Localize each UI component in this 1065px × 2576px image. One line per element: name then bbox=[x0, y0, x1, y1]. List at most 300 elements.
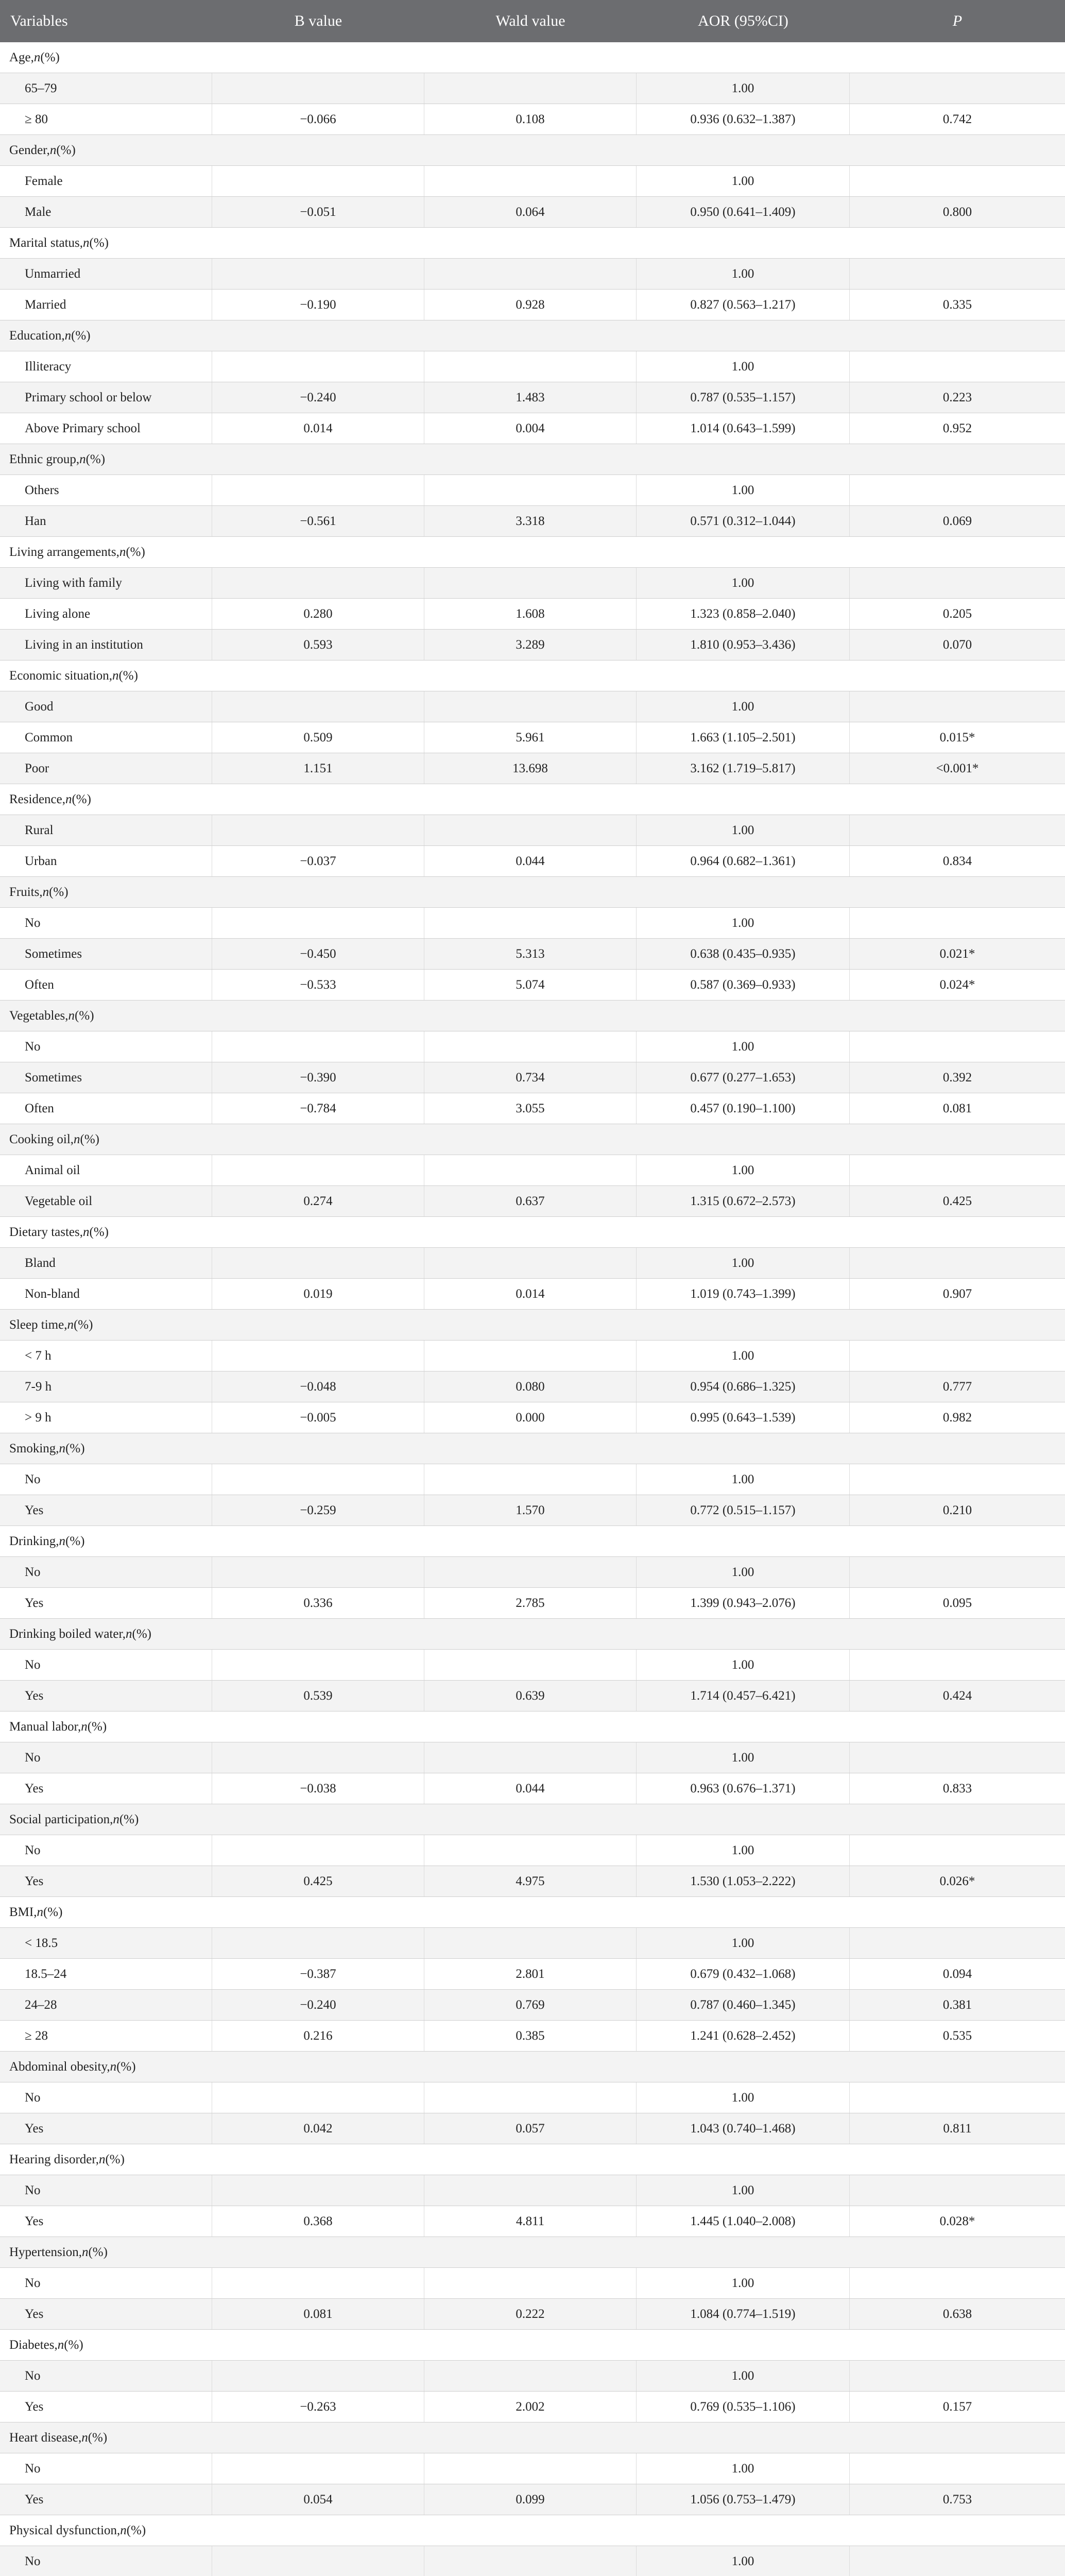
table-row bbox=[0, 815, 1065, 846]
row-label: Living in an institution bbox=[0, 630, 212, 660]
group-percent: (%) bbox=[56, 143, 76, 157]
p-value-cell: 0.335 bbox=[942, 297, 972, 312]
p-value-cell bbox=[850, 166, 1065, 196]
b-value-cell: −0.533 bbox=[212, 970, 424, 1000]
row-label: Unmarried bbox=[0, 259, 212, 289]
group-label bbox=[0, 1619, 1065, 1649]
b-value-cell bbox=[212, 1557, 424, 1587]
group-row bbox=[0, 2422, 1065, 2453]
wald-value-cell: 0.044 bbox=[424, 1773, 637, 1804]
group-label bbox=[0, 2515, 1065, 2546]
b-value-cell bbox=[212, 1341, 424, 1371]
row-label: Good bbox=[0, 691, 212, 722]
table-row bbox=[0, 2484, 1065, 2515]
group-n-symbol: n bbox=[37, 1905, 43, 1919]
p-value-cell bbox=[850, 2175, 1065, 2206]
wald-value-cell: 0.044 bbox=[424, 846, 637, 876]
row-label: Sometimes bbox=[0, 1062, 212, 1093]
table-row bbox=[0, 1557, 1065, 1588]
b-value-cell bbox=[212, 475, 424, 505]
p-value-cell: 0.094 bbox=[942, 1967, 972, 1981]
wald-value-cell: 0.734 bbox=[424, 1062, 637, 1093]
p-value-cell: 0.015* bbox=[939, 730, 975, 744]
table-row bbox=[0, 1742, 1065, 1773]
aor-cell: 0.677 (0.277–1.653) bbox=[637, 1062, 850, 1093]
row-label: Living with family bbox=[0, 568, 212, 598]
group-row bbox=[0, 2330, 1065, 2361]
b-value-cell: 0.216 bbox=[212, 2021, 424, 2051]
p-value-cell bbox=[850, 1248, 1065, 1278]
b-value-cell bbox=[212, 1155, 424, 1185]
group-label bbox=[0, 1124, 1065, 1155]
group-row bbox=[0, 1711, 1065, 1742]
group-name: BMI, bbox=[9, 1905, 37, 1919]
group-label bbox=[0, 1001, 1065, 1031]
group-row bbox=[0, 1001, 1065, 1031]
group-n-symbol: n bbox=[119, 545, 126, 559]
group-name: Fruits, bbox=[9, 885, 43, 899]
group-percent: (%) bbox=[43, 1905, 63, 1919]
table-row bbox=[0, 1031, 1065, 1062]
group-label bbox=[0, 444, 1065, 474]
aor-cell: 1.00 bbox=[637, 1557, 850, 1587]
row-label: 24–28 bbox=[0, 1990, 212, 2020]
aor-cell: 1.00 bbox=[637, 1928, 850, 1958]
row-label: Yes bbox=[0, 2484, 212, 2515]
aor-cell: 1.00 bbox=[637, 475, 850, 505]
table-row bbox=[0, 568, 1065, 599]
group-label bbox=[0, 1526, 1065, 1556]
group-percent: (%) bbox=[105, 2152, 125, 2166]
p-value-cell: 0.210 bbox=[942, 1503, 972, 1517]
group-n-symbol: n bbox=[83, 235, 90, 250]
b-value-cell bbox=[212, 2546, 424, 2576]
group-label bbox=[0, 320, 1065, 351]
group-name: Drinking boiled water, bbox=[9, 1626, 126, 1641]
group-n-symbol: n bbox=[59, 1534, 66, 1548]
group-name: Hypertension, bbox=[9, 2245, 82, 2259]
aor-cell: 1.00 bbox=[637, 691, 850, 722]
table-row bbox=[0, 259, 1065, 290]
row-label: Others bbox=[0, 475, 212, 505]
p-value-cell bbox=[850, 2082, 1065, 2113]
p-value-cell: 0.381 bbox=[942, 1997, 972, 2012]
group-row bbox=[0, 660, 1065, 691]
row-label: Yes bbox=[0, 1588, 212, 1618]
b-value-cell bbox=[212, 1248, 424, 1278]
wald-value-cell bbox=[424, 475, 637, 505]
wald-value-cell: 4.811 bbox=[424, 2206, 637, 2236]
b-value-cell: −0.259 bbox=[212, 1495, 424, 1526]
aor-cell: 0.954 (0.686–1.325) bbox=[637, 1371, 850, 1402]
p-value-cell bbox=[850, 1835, 1065, 1866]
table-row bbox=[0, 2361, 1065, 2392]
wald-value-cell: 0.000 bbox=[424, 1402, 637, 1433]
b-value-cell bbox=[212, 1928, 424, 1958]
group-n-symbol: n bbox=[64, 328, 72, 343]
row-label: Yes bbox=[0, 2206, 212, 2236]
table-row bbox=[0, 506, 1065, 537]
group-percent: (%) bbox=[75, 1008, 94, 1023]
p-value-cell bbox=[850, 1341, 1065, 1371]
p-value-cell: 0.021* bbox=[939, 946, 975, 961]
group-label bbox=[0, 1711, 1065, 1742]
table-row bbox=[0, 104, 1065, 135]
group-name: Living arrangements, bbox=[9, 545, 119, 559]
group-percent: (%) bbox=[116, 2059, 136, 2074]
p-value-cell: 0.024* bbox=[939, 977, 975, 992]
group-percent: (%) bbox=[89, 1225, 109, 1239]
aor-cell: 1.00 bbox=[637, 1248, 850, 1278]
header-b-value: B value bbox=[294, 12, 342, 29]
p-value-cell bbox=[850, 351, 1065, 382]
wald-value-cell: 2.801 bbox=[424, 1959, 637, 1989]
aor-cell: 1.00 bbox=[637, 166, 850, 196]
wald-value-cell bbox=[424, 1650, 637, 1680]
row-label: No bbox=[0, 1742, 212, 1773]
group-name: Manual labor, bbox=[9, 1719, 81, 1734]
wald-value-cell bbox=[424, 1928, 637, 1958]
group-row bbox=[0, 2237, 1065, 2268]
table-row bbox=[0, 1093, 1065, 1124]
wald-value-cell: 1.570 bbox=[424, 1495, 637, 1526]
b-value-cell: 0.019 bbox=[212, 1279, 424, 1309]
b-value-cell bbox=[212, 1650, 424, 1680]
row-label: 65–79 bbox=[0, 73, 212, 104]
aor-cell: 1.00 bbox=[637, 259, 850, 289]
row-label: Yes bbox=[0, 1681, 212, 1711]
b-value-cell: 0.336 bbox=[212, 1588, 424, 1618]
row-label: Primary school or below bbox=[0, 382, 212, 413]
b-value-cell: 1.151 bbox=[212, 753, 424, 784]
group-row bbox=[0, 1124, 1065, 1155]
group-row bbox=[0, 1433, 1065, 1464]
p-value-cell: <0.001* bbox=[936, 761, 979, 775]
group-n-symbol: n bbox=[74, 1132, 80, 1146]
row-label: Often bbox=[0, 970, 212, 1000]
wald-value-cell bbox=[424, 1341, 637, 1371]
aor-cell: 1.019 (0.743–1.399) bbox=[637, 1279, 850, 1309]
group-n-symbol: n bbox=[120, 2523, 127, 2537]
b-value-cell bbox=[212, 908, 424, 938]
row-label: No bbox=[0, 1031, 212, 1062]
row-label: Illiteracy bbox=[0, 351, 212, 382]
row-label: < 7 h bbox=[0, 1341, 212, 1371]
group-percent: (%) bbox=[80, 1132, 99, 1146]
header-variables: Variables bbox=[10, 12, 68, 29]
row-label: Female bbox=[0, 166, 212, 196]
b-value-cell: −0.066 bbox=[212, 104, 424, 134]
table-row bbox=[0, 1279, 1065, 1310]
group-n-symbol: n bbox=[49, 143, 57, 157]
b-value-cell: −0.005 bbox=[212, 1402, 424, 1433]
b-value-cell: −0.190 bbox=[212, 290, 424, 320]
p-value-cell bbox=[850, 568, 1065, 598]
aor-cell: 1.00 bbox=[637, 2453, 850, 2484]
group-row bbox=[0, 784, 1065, 815]
p-value-cell bbox=[850, 2361, 1065, 2391]
table-row bbox=[0, 166, 1065, 197]
row-label: No bbox=[0, 2453, 212, 2484]
wald-value-cell: 0.099 bbox=[424, 2484, 637, 2515]
wald-value-cell bbox=[424, 2268, 637, 2298]
row-label: Urban bbox=[0, 846, 212, 876]
group-n-symbol: n bbox=[81, 1719, 88, 1734]
p-value-cell bbox=[850, 691, 1065, 722]
row-label: Married bbox=[0, 290, 212, 320]
group-label bbox=[0, 2144, 1065, 2175]
row-label: ≥ 80 bbox=[0, 104, 212, 134]
row-label: Living alone bbox=[0, 599, 212, 629]
group-percent: (%) bbox=[85, 452, 106, 466]
p-value-cell bbox=[850, 1742, 1065, 1773]
group-name: Age, bbox=[9, 50, 34, 64]
group-n-symbol: n bbox=[83, 1225, 90, 1239]
aor-cell: 1.445 (1.040–2.008) bbox=[637, 2206, 850, 2236]
p-value-cell bbox=[850, 259, 1065, 289]
aor-cell: 0.457 (0.190–1.100) bbox=[637, 1093, 850, 1124]
group-n-symbol: n bbox=[59, 1441, 66, 1455]
wald-value-cell bbox=[424, 73, 637, 104]
group-name: Drinking, bbox=[9, 1534, 59, 1548]
b-value-cell: −0.240 bbox=[212, 1990, 424, 2020]
group-n-symbol: n bbox=[81, 2430, 88, 2445]
p-value-cell bbox=[850, 1031, 1065, 1062]
group-name: Residence, bbox=[9, 792, 65, 806]
p-value-cell: 0.157 bbox=[942, 2399, 972, 2414]
group-row bbox=[0, 2515, 1065, 2546]
p-value-cell bbox=[850, 1928, 1065, 1958]
row-label: 18.5–24 bbox=[0, 1959, 212, 1989]
b-value-cell: 0.280 bbox=[212, 599, 424, 629]
table-row bbox=[0, 1341, 1065, 1371]
wald-value-cell bbox=[424, 1557, 637, 1587]
wald-value-cell: 5.961 bbox=[424, 722, 637, 753]
row-label: Common bbox=[0, 722, 212, 753]
b-value-cell bbox=[212, 568, 424, 598]
group-name: Sleep time, bbox=[9, 1317, 67, 1332]
table-row bbox=[0, 722, 1065, 753]
b-value-cell bbox=[212, 2082, 424, 2113]
table-row bbox=[0, 1681, 1065, 1711]
group-percent: (%) bbox=[65, 1441, 85, 1455]
p-value-cell: 0.425 bbox=[942, 1194, 972, 1208]
row-label: Yes bbox=[0, 2392, 212, 2422]
group-row bbox=[0, 228, 1065, 259]
wald-value-cell bbox=[424, 2361, 637, 2391]
b-value-cell: −0.037 bbox=[212, 846, 424, 876]
table-row bbox=[0, 1835, 1065, 1866]
aor-cell: 1.00 bbox=[637, 2082, 850, 2113]
wald-value-cell: 0.928 bbox=[424, 290, 637, 320]
p-value-cell bbox=[850, 2268, 1065, 2298]
group-name: Marital status, bbox=[9, 235, 83, 250]
aor-cell: 0.827 (0.563–1.217) bbox=[637, 290, 850, 320]
group-percent: (%) bbox=[88, 2245, 108, 2259]
aor-cell: 0.995 (0.643–1.539) bbox=[637, 1402, 850, 1433]
aor-cell: 0.950 (0.641–1.409) bbox=[637, 197, 850, 227]
aor-cell: 1.00 bbox=[637, 1650, 850, 1680]
table-row bbox=[0, 2299, 1065, 2330]
p-value-cell bbox=[850, 1464, 1065, 1495]
table-row bbox=[0, 1371, 1065, 1402]
p-value-cell: 0.833 bbox=[942, 1781, 972, 1795]
row-label: No bbox=[0, 1650, 212, 1680]
wald-value-cell bbox=[424, 2175, 637, 2206]
wald-value-cell bbox=[424, 1464, 637, 1495]
p-value-cell bbox=[850, 2453, 1065, 2484]
row-label: No bbox=[0, 2268, 212, 2298]
p-value-cell: 0.205 bbox=[942, 606, 972, 621]
table-row bbox=[0, 413, 1065, 444]
group-row bbox=[0, 1310, 1065, 1341]
group-n-symbol: n bbox=[68, 1008, 75, 1023]
aor-cell: 1.00 bbox=[637, 2361, 850, 2391]
header-aor: AOR (95%CI) bbox=[698, 12, 788, 29]
p-value-cell: 0.069 bbox=[942, 514, 972, 528]
group-label bbox=[0, 2237, 1065, 2267]
b-value-cell: −0.038 bbox=[212, 1773, 424, 1804]
group-row bbox=[0, 1619, 1065, 1650]
aor-cell: 1.00 bbox=[637, 1031, 850, 1062]
header-p-value: P bbox=[952, 12, 963, 29]
table-row bbox=[0, 970, 1065, 1001]
aor-cell: 0.679 (0.432–1.068) bbox=[637, 1959, 850, 1989]
wald-value-cell: 0.222 bbox=[424, 2299, 637, 2329]
row-label: No bbox=[0, 2082, 212, 2113]
table-row bbox=[0, 2392, 1065, 2422]
group-n-symbol: n bbox=[112, 668, 119, 683]
group-label bbox=[0, 537, 1065, 567]
aor-cell: 1.00 bbox=[637, 2546, 850, 2576]
b-value-cell: 0.425 bbox=[212, 1866, 424, 1896]
p-value-cell: 0.753 bbox=[942, 2492, 972, 2506]
group-n-symbol: n bbox=[81, 2245, 89, 2259]
wald-value-cell: 0.014 bbox=[424, 1279, 637, 1309]
group-row bbox=[0, 537, 1065, 568]
aor-cell: 1.00 bbox=[637, 351, 850, 382]
group-name: Diabetes, bbox=[9, 2337, 58, 2352]
row-label: No bbox=[0, 2361, 212, 2391]
row-label: Yes bbox=[0, 1866, 212, 1896]
row-label: Yes bbox=[0, 1773, 212, 1804]
b-value-cell: −0.387 bbox=[212, 1959, 424, 1989]
group-percent: (%) bbox=[64, 2337, 83, 2352]
table-row bbox=[0, 939, 1065, 970]
b-value-cell: 0.274 bbox=[212, 1186, 424, 1216]
p-value-cell: 0.070 bbox=[942, 637, 972, 652]
wald-value-cell: 2.002 bbox=[424, 2392, 637, 2422]
aor-cell: 1.00 bbox=[637, 815, 850, 845]
table-row bbox=[0, 2546, 1065, 2576]
wald-value-cell bbox=[424, 1155, 637, 1185]
row-label: Yes bbox=[0, 2113, 212, 2144]
wald-value-cell: 0.064 bbox=[424, 197, 637, 227]
group-label bbox=[0, 784, 1065, 815]
p-value-cell: 0.424 bbox=[942, 1688, 972, 1703]
group-name: Gender, bbox=[9, 143, 50, 157]
table-row bbox=[0, 753, 1065, 784]
aor-cell: 3.162 (1.719–5.817) bbox=[637, 753, 850, 784]
wald-value-cell bbox=[424, 908, 637, 938]
row-label: No bbox=[0, 1835, 212, 1866]
group-n-symbol: n bbox=[57, 2337, 64, 2352]
table-row bbox=[0, 351, 1065, 382]
table-row bbox=[0, 1155, 1065, 1186]
table-row bbox=[0, 908, 1065, 939]
group-label bbox=[0, 228, 1065, 258]
aor-cell: 1.00 bbox=[637, 2175, 850, 2206]
row-label: No bbox=[0, 908, 212, 938]
aor-cell: 1.810 (0.953–3.436) bbox=[637, 630, 850, 660]
p-value-cell: 0.907 bbox=[942, 1286, 972, 1301]
row-label: < 18.5 bbox=[0, 1928, 212, 1958]
row-label: ≥ 28 bbox=[0, 2021, 212, 2051]
table-row bbox=[0, 846, 1065, 877]
row-label: No bbox=[0, 2175, 212, 2206]
group-name: Abdominal obesity, bbox=[9, 2059, 110, 2074]
group-name: Ethnic group, bbox=[9, 452, 80, 466]
group-row bbox=[0, 2144, 1065, 2175]
b-value-cell: −0.240 bbox=[212, 382, 424, 413]
table-row bbox=[0, 1248, 1065, 1279]
group-n-symbol: n bbox=[113, 1812, 119, 1826]
aor-cell: 1.043 (0.740–1.468) bbox=[637, 2113, 850, 2144]
aor-cell: 1.00 bbox=[637, 2268, 850, 2298]
row-label: No bbox=[0, 1557, 212, 1587]
aor-cell: 0.787 (0.460–1.345) bbox=[637, 1990, 850, 2020]
group-row bbox=[0, 877, 1065, 908]
aor-cell: 1.056 (0.753–1.479) bbox=[637, 2484, 850, 2515]
aor-cell: 1.00 bbox=[637, 1155, 850, 1185]
table-row bbox=[0, 2206, 1065, 2237]
wald-value-cell: 0.637 bbox=[424, 1186, 637, 1216]
row-label: Vegetable oil bbox=[0, 1186, 212, 1216]
wald-value-cell bbox=[424, 1835, 637, 1866]
group-label bbox=[0, 2330, 1065, 2360]
table-row bbox=[0, 1928, 1065, 1959]
group-name: Hearing disorder, bbox=[9, 2152, 99, 2166]
group-name: Smoking, bbox=[9, 1441, 59, 1455]
aor-cell: 1.00 bbox=[637, 1464, 850, 1495]
b-value-cell bbox=[212, 2175, 424, 2206]
b-value-cell: 0.042 bbox=[212, 2113, 424, 2144]
p-value-cell bbox=[850, 908, 1065, 938]
row-label: Often bbox=[0, 1093, 212, 1124]
group-label bbox=[0, 1897, 1065, 1927]
p-value-cell: 0.223 bbox=[942, 390, 972, 404]
table-row bbox=[0, 1464, 1065, 1495]
p-value-cell: 0.028* bbox=[939, 2214, 975, 2228]
p-value-cell: 0.081 bbox=[942, 1101, 972, 1115]
wald-value-cell: 2.785 bbox=[424, 1588, 637, 1618]
group-row bbox=[0, 1804, 1065, 1835]
p-value-cell: 0.742 bbox=[942, 112, 972, 126]
group-label bbox=[0, 135, 1065, 165]
aor-cell: 1.084 (0.774–1.519) bbox=[637, 2299, 850, 2329]
table-row bbox=[0, 2021, 1065, 2052]
group-n-symbol: n bbox=[110, 2059, 117, 2074]
wald-value-cell: 0.108 bbox=[424, 104, 637, 134]
p-value-cell: 0.800 bbox=[942, 205, 972, 219]
wald-value-cell: 3.289 bbox=[424, 630, 637, 660]
group-percent: (%) bbox=[72, 792, 91, 806]
b-value-cell: −0.048 bbox=[212, 1371, 424, 1402]
table-row bbox=[0, 1062, 1065, 1093]
group-n-symbol: n bbox=[79, 452, 86, 466]
wald-value-cell: 0.639 bbox=[424, 1681, 637, 1711]
aor-cell: 1.241 (0.628–2.452) bbox=[637, 2021, 850, 2051]
